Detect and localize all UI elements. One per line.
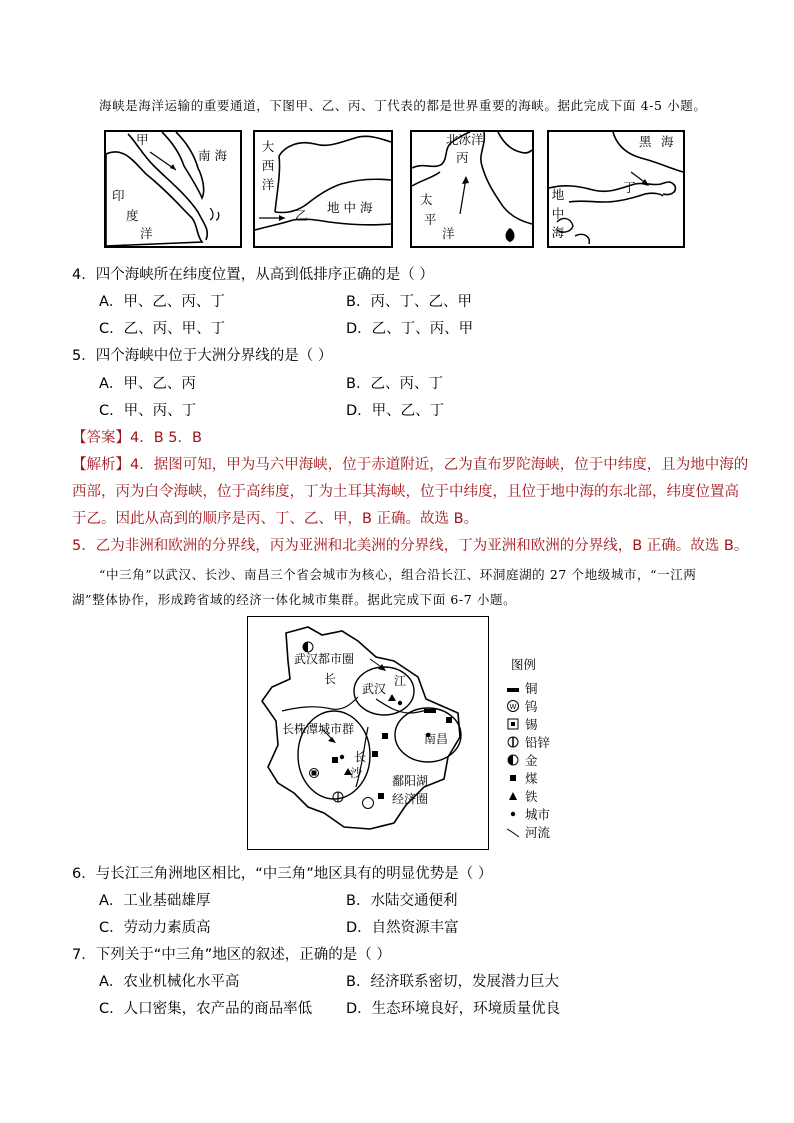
legend-river-label: 河流 (524, 825, 550, 840)
analysis-line-2: 西部，丙为白令海峡，位于高纬度，丁为土耳其海峡，位于中纬度，且位于地中海的东北部，纬度位置高 (72, 484, 739, 500)
map-bing-drawing (412, 132, 532, 246)
label-zhong: 中 (551, 205, 565, 221)
central-triangle-map (247, 616, 489, 850)
label-ding: 丁 (623, 180, 636, 195)
q5-option-a: A．甲、乙、丙 (99, 376, 196, 392)
svg-text:W: W (509, 703, 517, 711)
map-jia (104, 130, 242, 248)
legend-iron-label: 铁 (524, 789, 538, 804)
legend-title: 图例 (511, 657, 537, 672)
q7-option-c: C．人口密集，农产品的商品率低 (99, 1001, 313, 1017)
label-south-china-sea: 南 海 (198, 148, 227, 163)
label-tai: 太 (420, 192, 433, 207)
legend-copper (505, 679, 538, 697)
label-arctic-ocean: 北冰洋 (446, 132, 484, 147)
legend-tungsten (505, 697, 538, 715)
legend-tin (505, 715, 538, 733)
tin-icon (505, 717, 521, 734)
label-changsha-chang: 长 (354, 750, 367, 764)
q6-option-b: B．水陆交通便利 (346, 893, 458, 909)
label-da: 大 (261, 139, 275, 154)
label-czt: 长株潭城市群 (282, 722, 355, 736)
question-6-stem: 6．与长江三角洲地区相比，“中三角”地区具有的明显优势是（ ） (72, 866, 493, 882)
label-ping: 平 (424, 212, 437, 227)
label-changsha-sha: 沙 (350, 766, 363, 780)
label-yi: 乙 (295, 208, 308, 223)
q7-option-b: B．经济联系密切，发展潜力巨大 (346, 974, 559, 990)
river-icon (505, 825, 521, 842)
label-sea: 海 (661, 134, 674, 149)
q5-option-d: D．甲、乙、丁 (346, 403, 445, 419)
iron-icon (505, 789, 521, 806)
question-7-stem: 7．下列关于“中三角”地区的叙述，正确的是（ ） (72, 947, 391, 963)
label-mediterranean: 地 中 海 (327, 200, 373, 215)
label-mediterranean-4 (551, 186, 565, 242)
legend-lead-zinc-label: 铅锌 (524, 735, 550, 750)
lead-zinc-icon (505, 735, 521, 752)
q4-option-b: B．丙、丁、乙、甲 (346, 294, 472, 310)
map-ding (547, 130, 685, 248)
map-bing (410, 130, 534, 248)
gold-icon (505, 753, 521, 770)
answer-line: 【答案】4．B 5．B (72, 430, 202, 446)
label-bing: 丙 (456, 150, 469, 165)
q6-option-d: D．自然资源丰富 (346, 920, 459, 936)
q6-option-a: A．工业基础雄厚 (99, 893, 211, 909)
city-icon (505, 807, 521, 824)
q5-option-b: B．乙、丙、丁 (346, 376, 443, 392)
label-di: 地 (551, 187, 565, 202)
label-jia: 甲 (136, 132, 149, 147)
analysis-line-4: 5．乙为非洲和欧洲的分界线，丙为亚洲和北美洲的分界线，丁为亚洲和欧洲的分界线，B 正确。故选 B。 (72, 538, 749, 554)
coal-icon (505, 771, 521, 788)
intro-text-1: 海峡是海洋运输的重要通道，下图甲、乙、丙、丁代表的都是世界重要的海峡。据此完成下面 4-5 小题。 (99, 98, 707, 113)
label-pacific-yang: 洋 (442, 226, 455, 241)
legend-city-label: 城市 (524, 807, 550, 822)
label-du: 度 (126, 208, 139, 223)
intro-text-2-line-2: 湖”整体协作，形成跨省域的经济一体化城市集群。据此完成下面 6-7 小题。 (72, 592, 517, 607)
label-xi: 西 (261, 157, 275, 173)
question-5-stem: 5．四个海峡中位于大洲分界线的是（ ） (72, 348, 333, 364)
label-wuhan: 武汉 (362, 682, 387, 696)
label-yang: 洋 (140, 226, 153, 241)
map-legend (505, 659, 575, 839)
tungsten-icon (505, 699, 521, 716)
q7-option-d: D．生态环境良好，环境质量优良 (346, 1001, 561, 1017)
label-hai: 海 (551, 224, 565, 240)
q6-option-c: C．劳动力素质高 (99, 920, 211, 936)
legend-coal-label: 煤 (524, 771, 538, 786)
question-4-stem: 4．四个海峡所在纬度位置，从高到低排序正确的是（ ） (72, 267, 434, 283)
label-yang: 洋 (261, 176, 275, 192)
legend-tungsten-label: 钨 (524, 699, 538, 714)
label-atlantic (261, 138, 275, 194)
legend-gold-label: 金 (524, 753, 538, 768)
legend-city (505, 805, 550, 823)
copper-icon (505, 682, 521, 697)
legend-coal (505, 769, 538, 787)
label-poyang-1: 鄱阳湖 (392, 774, 429, 788)
legend-lead-zinc (505, 733, 550, 751)
q4-option-d: D．乙、丁、丙、甲 (346, 321, 474, 337)
label-chang-river: 长 (324, 672, 337, 686)
label-jiang: 江 (394, 674, 407, 688)
map-yi-drawing (255, 132, 391, 246)
map-ding-drawing (549, 132, 683, 246)
legend-gold (505, 751, 538, 769)
label-yin: 印 (112, 188, 125, 203)
map-yi (253, 130, 393, 248)
q4-option-a: A．甲、乙、丙、丁 (99, 294, 225, 310)
analysis-line-3: 于乙。因此从高到的顺序是丙、丁、乙、甲，B 正确。故选 B。 (72, 511, 479, 527)
q5-option-c: C．甲、丙、丁 (99, 403, 197, 419)
q4-option-c: C．乙、丙、甲、丁 (99, 321, 226, 337)
analysis-line-1: 【解析】4．据图可知，甲为马六甲海峡，位于赤道附近，乙为直布罗陀海峡，位于中纬度，且为地中海的 (72, 457, 749, 473)
legend-iron (505, 787, 538, 805)
legend-tin-label: 锡 (524, 717, 538, 732)
label-nanchang: 南昌 (424, 732, 449, 746)
label-black: 黑 (639, 134, 652, 149)
q7-option-a: A．农业机械化水平高 (99, 974, 240, 990)
label-poyang-2: 经济圈 (392, 792, 429, 806)
legend-river (505, 823, 550, 841)
intro-text-2-line-1: “中三角”以武汉、长沙、南昌三个省会城市为核心，组合沿长江、环洞庭湖的 27 个地级城市，“一江两 (99, 567, 697, 582)
legend-copper-label: 铜 (524, 681, 538, 696)
label-wuhan-circle: 武汉都市圈 (294, 652, 355, 666)
